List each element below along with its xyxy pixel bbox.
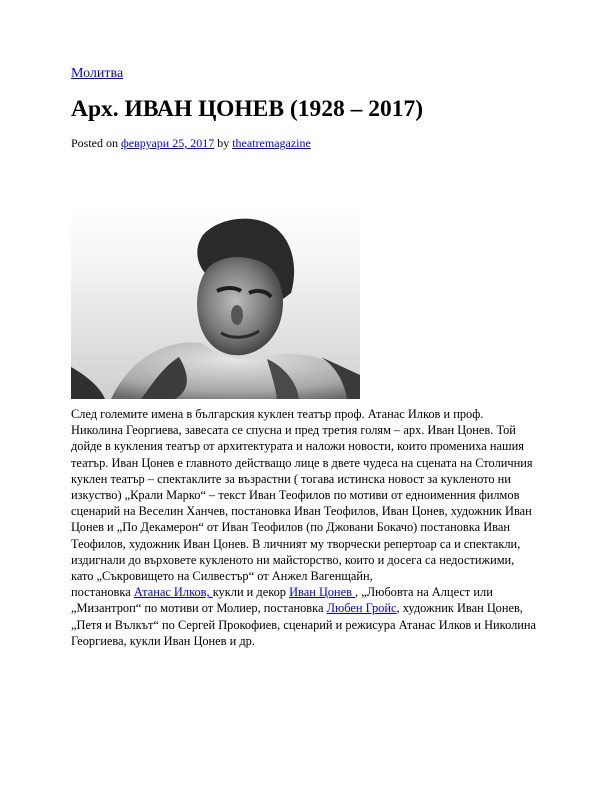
body-line <box>71 584 541 600</box>
portrait-photo <box>71 207 360 399</box>
category-link[interactable]: Молитва <box>71 66 124 81</box>
ivan-tsonev-link[interactable]: Иван Цонев <box>289 585 356 600</box>
body-line: Цонев и „По Декамерон“ от Иван Теофилов (по Джовани Бокачо) постановка Иван <box>71 520 510 535</box>
body-line: Георгиева, кукли Иван Цонев и др. <box>71 633 255 648</box>
body-line: театър. Иван Цонев е главното действащо лице в двете чудеса на сцената на Столичния <box>71 455 533 470</box>
article-body <box>71 406 541 649</box>
body-line: изкуство) „Крали Марко“ – текст Иван Теофилов по мотиви от едноименния филмов <box>71 488 520 503</box>
body-line: като „Съкровището на Силвестър“ от Анжел Вагенщайн, <box>71 569 373 584</box>
body-text-segment: „Мизантроп“ по мотиви от Молиер, постановка <box>71 601 327 616</box>
body-text-segment: кукли и декор <box>212 585 290 600</box>
by-label: by <box>217 136 230 150</box>
body-line: сценарий на Веселин Ханчев, постановка Иван Теофилов, Иван Цонев, художник Иван <box>71 504 532 519</box>
post-date-link[interactable]: февруари 25, 2017 <box>121 136 215 150</box>
post-meta <box>71 136 311 150</box>
post-title: Арх. ИВАН ЦОНЕВ (1928 – 2017) <box>71 96 424 122</box>
body-text-segment: , „Любовта на Алцест или <box>355 585 493 600</box>
body-line: Николина Георгиева, завесата се спусна и пред третия голям – арх. Иван Цонев. Той <box>71 423 516 438</box>
body-line: дойде в кукления театър от архитектурата и наложи новости, които промениха нашия <box>71 439 524 454</box>
lyuben-groys-link[interactable]: Любен Гройс <box>326 601 397 616</box>
body-line: издигнали до върховете кукленото ни майсторство, които и досега са недостижими, <box>71 552 515 567</box>
author-link[interactable]: theatremagazine <box>232 136 311 150</box>
body-line: Теофилов, художник Иван Цонев. В личният му творчески репертоар са и спектакли, <box>71 536 521 551</box>
body-line: куклен театър – спектаклите за възрастни ( тогава истинска новост за кукленото ни <box>71 471 511 486</box>
body-line <box>71 600 541 616</box>
body-text-segment: постановка <box>71 585 134 600</box>
atanas-ilkov-link[interactable]: Атанас Илков, <box>133 585 213 600</box>
posted-on-label: Posted on <box>71 136 119 150</box>
body-line: След големите имена в българския куклен театър проф. Атанас Илков и проф. <box>71 407 484 421</box>
body-text-segment: , художник Иван Цонев, <box>396 601 523 616</box>
body-line: „Петя и Вълкът“ по Сергей Прокофиев, сценарий и режисура Атанас Илков и Николина <box>71 617 537 632</box>
